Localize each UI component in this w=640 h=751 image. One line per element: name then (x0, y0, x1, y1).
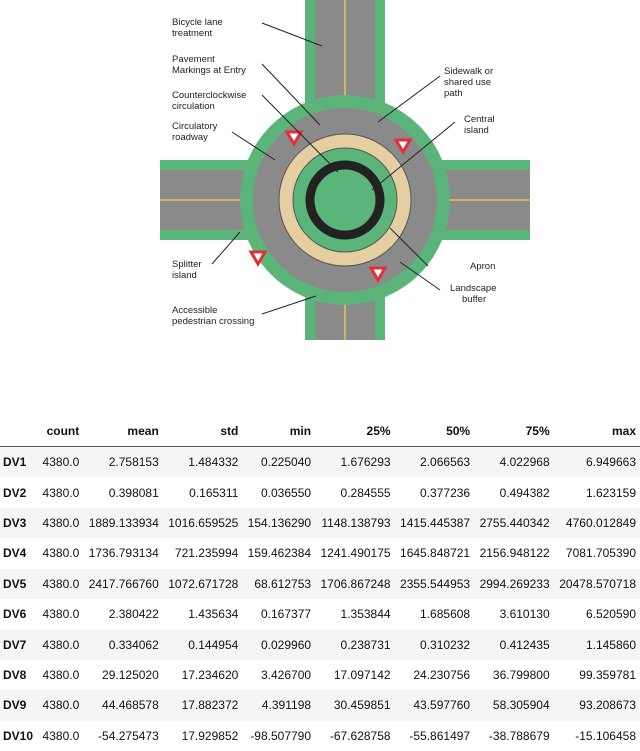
column-header: max (554, 416, 640, 447)
table-cell: 0.310232 (420, 637, 471, 652)
label-sidewalk: Sidewalk or (444, 66, 494, 77)
table-cell: 2.380422 (108, 607, 159, 622)
table-cell: 6.520590 (585, 607, 636, 622)
table-cell: 4.022968 (499, 455, 550, 470)
svg-text:Counterclockwisecirculation: Counterclockwise circulation (172, 90, 247, 112)
row-label: DV10 (3, 728, 34, 743)
table-cell: 2.758153 (108, 455, 159, 470)
table-cell: 1.353844 (340, 607, 391, 622)
table-cell: 1645.848721 (400, 546, 471, 561)
column-header: mean (83, 416, 163, 447)
table-cell: 721.235994 (174, 546, 239, 561)
table-cell: 1072.671728 (168, 576, 239, 591)
table-cell: 1.484332 (188, 455, 239, 470)
table-cell: 44.468578 (102, 698, 159, 713)
svg-text:PavementMarkings at Entry: Pavement Markings at Entry (172, 54, 246, 76)
row-label: DV8 (3, 667, 27, 682)
table-cell: 4380.0 (42, 515, 80, 530)
table-cell: 1.435634 (188, 607, 239, 622)
column-header: 75% (474, 416, 554, 447)
table-cell: 4380.0 (42, 698, 80, 713)
table-cell: 2156.948122 (479, 546, 550, 561)
column-header: std (163, 416, 243, 447)
label-apron: Apron (470, 261, 496, 272)
table-cell: 7081.705390 (565, 546, 636, 561)
table-cell: 4380.0 (42, 546, 80, 561)
table-cell: 20478.570718 (559, 576, 636, 591)
table-row (0, 508, 640, 538)
table-row (0, 569, 640, 599)
table-cell: 3.426700 (260, 667, 312, 682)
table-cell: 2994.269233 (479, 576, 550, 591)
svg-text:Centralisland: Central island (464, 114, 495, 136)
table-cell: 1.145860 (585, 637, 636, 652)
table-cell: 1148.138793 (321, 515, 391, 530)
table-cell: 17.097142 (333, 667, 391, 682)
table-cell: 0.238731 (340, 637, 391, 652)
row-label: DV5 (3, 576, 27, 591)
table-cell: 2.066563 (420, 455, 471, 470)
table-cell: 1736.793134 (88, 546, 159, 561)
table-cell: 159.462384 (247, 546, 312, 561)
table-cell: 3.610130 (499, 607, 550, 622)
label-crossing: Accessible (172, 305, 218, 316)
table-cell: 1.676293 (340, 455, 391, 470)
table-cell: 4380.0 (42, 485, 80, 500)
table-cell: 30.459851 (333, 698, 391, 713)
row-label: DV9 (3, 698, 27, 713)
table-cell: -67.628758 (329, 728, 391, 743)
table-cell: -38.788679 (488, 728, 550, 743)
svg-text:Splitterisland: Splitter island (172, 259, 202, 281)
table-cell: 6.949663 (585, 455, 636, 470)
table-cell: 4.391198 (261, 698, 312, 713)
table-cell: 93.208673 (579, 698, 636, 713)
table-cell: 0.165311 (189, 485, 239, 500)
table-row (0, 629, 640, 659)
table-header (0, 416, 640, 447)
table-cell: 2355.544953 (400, 576, 471, 591)
table-cell: -55.861497 (409, 728, 471, 743)
table-cell: 1889.133934 (88, 515, 159, 530)
table-cell: 4760.012849 (565, 515, 636, 530)
table-cell: 58.305904 (492, 698, 550, 713)
table-cell: 0.225040 (260, 455, 312, 470)
column-header (0, 416, 38, 447)
table-cell: 17.882372 (181, 698, 239, 713)
table-cell: -54.275473 (98, 728, 159, 743)
table-cell: 17.234620 (181, 667, 239, 682)
row-label: DV4 (3, 546, 27, 561)
table-cell: 2755.440342 (479, 515, 550, 530)
table-row (0, 477, 640, 507)
table-cell: 4380.0 (42, 576, 80, 591)
table-cell: 0.494382 (499, 485, 550, 500)
label-ccw: Counterclockwise (172, 90, 247, 101)
svg-text:Sidewalk orshared usepath: Sidewalk or shared use path (444, 66, 494, 99)
row-label: DV6 (3, 607, 27, 622)
label-splitter: Splitter (172, 259, 202, 270)
svg-text:Landscapebuffer: Landscape buffer (450, 283, 497, 305)
table-row (0, 721, 640, 751)
table-cell: 1241.490175 (320, 546, 391, 561)
table-cell: 43.597760 (413, 698, 471, 713)
table-cell: 17.929852 (181, 728, 239, 743)
table-cell: 1.685608 (420, 607, 471, 622)
label-pavement: Pavement (172, 54, 215, 65)
table-cell: 0.284555 (340, 485, 391, 500)
svg-text:Circulatoryroadway: Circulatory roadway (172, 121, 218, 143)
table-cell: 24.230756 (413, 667, 471, 682)
table-cell: 0.036550 (260, 485, 312, 500)
table-cell: 0.377236 (420, 485, 471, 500)
table-cell: 0.412435 (499, 637, 550, 652)
label-circulatory: Circulatory (172, 121, 218, 132)
row-label: DV2 (3, 485, 27, 500)
describe-table (0, 416, 640, 751)
table-cell: 4380.0 (42, 455, 80, 470)
table-row (0, 660, 640, 690)
svg-text:Accessiblepedestrian crossing: Accessible pedestrian crossing (172, 305, 255, 327)
table-row (0, 447, 640, 478)
table-cell: 4380.0 (42, 728, 80, 743)
table-cell: -98.507790 (250, 728, 312, 743)
table-cell: 0.398081 (108, 485, 159, 500)
table-row (0, 538, 640, 568)
table-cell: -15.106458 (575, 728, 636, 743)
label-landscape: Landscape (450, 283, 497, 294)
table-cell: 68.612753 (254, 576, 312, 591)
row-label: DV3 (3, 515, 27, 530)
table-cell: 4380.0 (42, 667, 80, 682)
table-cell: 1706.867248 (320, 576, 391, 591)
column-header: min (242, 416, 315, 447)
table-cell: 4380.0 (42, 607, 80, 622)
table-cell: 4380.0 (42, 637, 80, 652)
row-label: DV7 (3, 637, 27, 652)
table-row (0, 599, 640, 629)
roundabout-diagram (0, 0, 640, 340)
table-cell: 99.359781 (579, 667, 636, 682)
label-central: Central (464, 114, 495, 125)
column-header: count (38, 416, 84, 447)
table-cell: 1415.445387 (400, 515, 471, 530)
column-header: 50% (395, 416, 475, 447)
table-cell: 29.125020 (102, 667, 159, 682)
label-bike: Bicycle lane (172, 17, 223, 28)
column-header: 25% (315, 416, 395, 447)
table-cell: 0.167377 (260, 607, 312, 622)
svg-text:Bicycle lanetreatment: Bicycle lane treatment (172, 17, 223, 39)
table-cell: 0.334062 (108, 637, 159, 652)
table-cell: 1.623159 (585, 485, 636, 500)
table-cell: 36.799800 (492, 667, 550, 682)
row-label: DV1 (3, 455, 27, 470)
table-row (0, 690, 640, 720)
table-cell: 154.136290 (247, 515, 312, 530)
table-cell: 1016.659525 (168, 515, 239, 530)
table-cell: 0.029960 (260, 637, 312, 652)
table-cell: 2417.766760 (88, 576, 159, 591)
table-cell: 0.144954 (188, 637, 239, 652)
